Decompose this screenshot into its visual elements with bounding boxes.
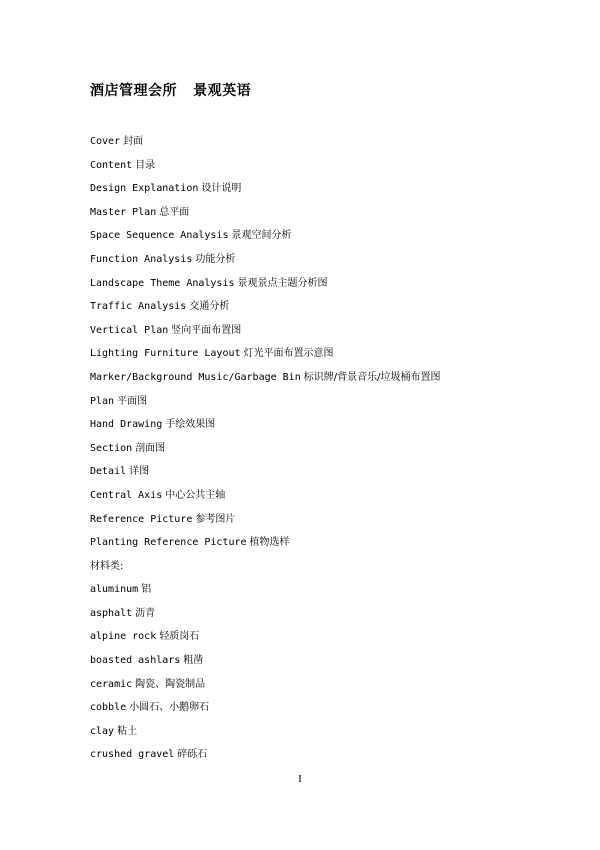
glossary-entry (90, 722, 440, 746)
glossary-entry (90, 486, 440, 510)
english-term: Design Explanation (90, 183, 199, 195)
section-heading-label: 材料类: (90, 560, 124, 572)
glossary-entry (90, 533, 440, 557)
chinese-term: 轻质岗石 (159, 631, 200, 643)
chinese-term: 景观景点主题分析图 (237, 277, 328, 289)
glossary-entry (90, 344, 440, 368)
chinese-term: 手绘效果图 (165, 419, 216, 431)
english-term: crushed gravel (90, 749, 175, 761)
section-heading-materials (90, 557, 440, 581)
english-term: Hand Drawing (90, 419, 163, 431)
chinese-term: 景观空间分析 (231, 230, 292, 242)
english-term: Function Analysis (90, 253, 193, 265)
chinese-term: 目录 (135, 159, 156, 171)
glossary-entry (90, 415, 440, 439)
glossary-entry (90, 698, 440, 722)
chinese-term: 交通分析 (189, 301, 230, 313)
english-term: asphalt (90, 607, 133, 619)
chinese-term: 铝 (141, 584, 152, 596)
chinese-term: 粗凿 (183, 655, 204, 667)
chinese-term: 参考图片 (195, 513, 236, 525)
english-term: Section (90, 442, 133, 454)
english-term: Lighting Furniture Layout (90, 348, 241, 360)
chinese-term: 标识牌/背景音乐/垃圾桶布置图 (303, 371, 441, 383)
glossary-entry (90, 203, 440, 227)
chinese-term: 功能分析 (195, 253, 236, 265)
glossary-entry (90, 439, 440, 463)
english-term: Master Plan (90, 206, 157, 218)
chinese-term: 粘土 (117, 725, 138, 737)
chinese-term: 竖向平面布置图 (171, 324, 242, 336)
glossary-entry (90, 321, 440, 345)
glossary-entry (90, 675, 440, 699)
chinese-term: 详图 (129, 466, 150, 478)
chinese-term: 总平面 (159, 206, 190, 218)
glossary-entry (90, 274, 440, 298)
glossary-entry (90, 580, 440, 604)
glossary-entry (90, 604, 440, 628)
glossary-entry (90, 297, 440, 321)
english-term: aluminum (90, 584, 139, 596)
english-term: Traffic Analysis (90, 301, 187, 313)
english-term: alpine rock (90, 631, 157, 643)
english-term: Landscape Theme Analysis (90, 277, 235, 289)
glossary-entry (90, 226, 440, 250)
page-title: 酒店管理会所 景观英语 (90, 83, 252, 99)
glossary-entry (90, 368, 440, 392)
english-term: ceramic (90, 678, 133, 690)
chinese-term: 陶瓷、陶瓷制品 (135, 678, 206, 690)
english-term: Vertical Plan (90, 324, 169, 336)
glossary-entry (90, 651, 440, 675)
english-term: boasted ashlars (90, 655, 181, 667)
glossary-entry (90, 745, 440, 769)
english-term: clay (90, 725, 115, 737)
english-term: Space Sequence Analysis (90, 230, 229, 242)
chinese-term: 中心公共主轴 (165, 489, 226, 501)
english-term: Reference Picture (90, 513, 193, 525)
glossary-entry (90, 250, 440, 274)
glossary-entry (90, 627, 440, 651)
glossary-entry (90, 132, 440, 156)
chinese-term: 封面 (123, 136, 144, 147)
page-number: I (298, 773, 302, 785)
english-term: cobble (90, 702, 127, 714)
glossary-entry (90, 510, 440, 534)
glossary-entry (90, 156, 440, 180)
english-term: Detail (90, 466, 127, 478)
chinese-term: 碎砾石 (177, 749, 208, 761)
glossary-entry (90, 392, 440, 416)
english-term: Central Axis (90, 489, 163, 501)
glossary-entry (90, 179, 440, 203)
english-term: Marker/Background Music/Garbage Bin (90, 371, 301, 383)
english-term: Plan (90, 395, 115, 407)
chinese-term: 剖面图 (135, 442, 166, 454)
glossary-list (90, 132, 440, 769)
chinese-term: 植物选样 (249, 537, 290, 549)
english-term: Cover (90, 136, 121, 147)
chinese-term: 平面图 (117, 395, 148, 407)
glossary-entry (90, 462, 440, 486)
chinese-term: 设计说明 (201, 183, 242, 195)
english-term: Planting Reference Picture (90, 537, 247, 549)
chinese-term: 灯光平面布置示意图 (243, 348, 334, 360)
chinese-term: 沥青 (135, 607, 156, 619)
chinese-term: 小圆石、小鹅卵石 (129, 702, 210, 714)
english-term: Content (90, 159, 133, 171)
